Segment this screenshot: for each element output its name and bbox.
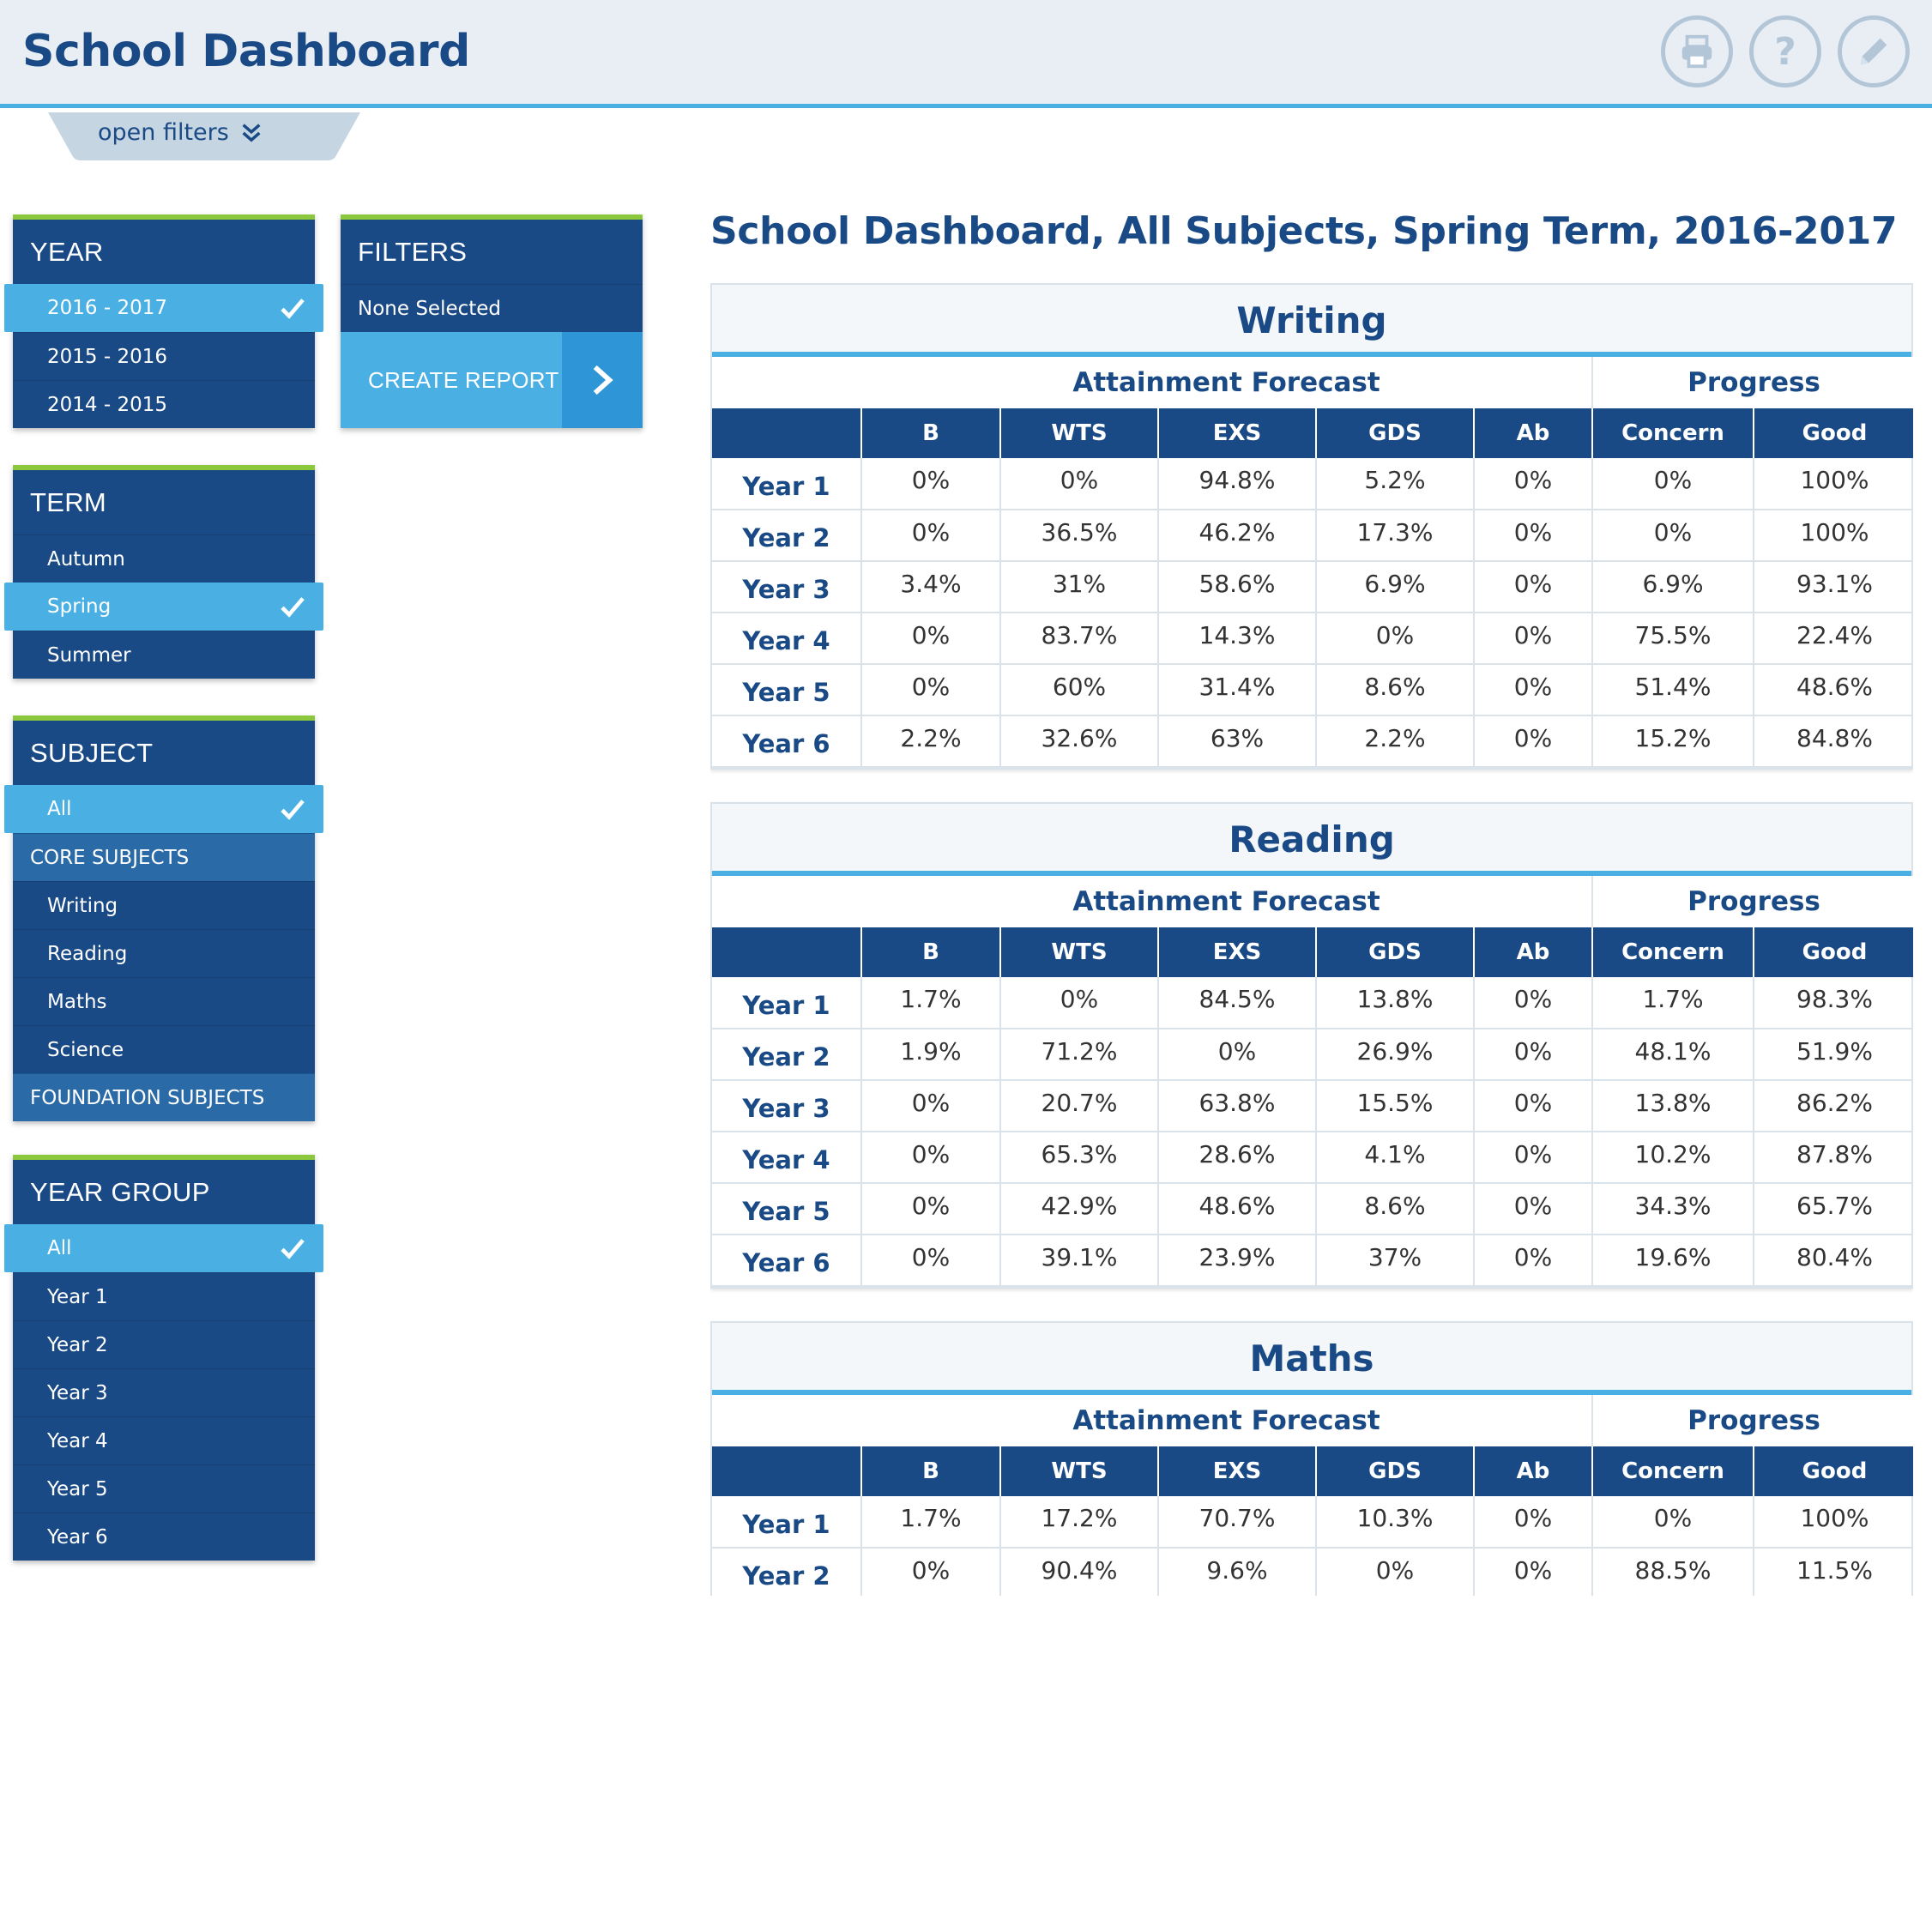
column-header-blank bbox=[712, 927, 861, 977]
subject-option[interactable] bbox=[13, 929, 315, 977]
table-cell: 34.3% bbox=[1592, 1183, 1754, 1235]
open-filters-tab[interactable] bbox=[48, 112, 360, 160]
table-cell: 0% bbox=[861, 1080, 1000, 1132]
table-cell: 90.4% bbox=[1000, 1548, 1158, 1596]
table-cell: 11.5% bbox=[1754, 1548, 1913, 1596]
table-cell: 8.6% bbox=[1316, 1183, 1474, 1235]
table-cell: 0% bbox=[1474, 715, 1592, 767]
subject-table-card bbox=[710, 802, 1913, 1289]
column-header[interactable]: Ab bbox=[1474, 927, 1592, 977]
table-cell: 8.6% bbox=[1316, 664, 1474, 715]
table-row bbox=[712, 977, 1913, 1029]
column-header[interactable]: Concern bbox=[1592, 927, 1754, 977]
table-cell: 0% bbox=[1474, 1080, 1592, 1132]
year-panel bbox=[13, 214, 315, 428]
table-cell: 0% bbox=[861, 1548, 1000, 1596]
create-report-arrow[interactable] bbox=[562, 332, 643, 428]
check-icon bbox=[279, 294, 306, 322]
table-cell: 0% bbox=[1474, 1496, 1592, 1548]
row-year-label: Year 2 bbox=[712, 510, 861, 561]
table-cell: 0% bbox=[1474, 458, 1592, 510]
row-year-label: Year 1 bbox=[712, 458, 861, 510]
year-group-panel bbox=[13, 1155, 315, 1561]
subject-option-all[interactable] bbox=[4, 785, 323, 833]
row-year-label: Year 4 bbox=[712, 1132, 861, 1183]
subject-table-title: Maths bbox=[712, 1323, 1911, 1395]
table-cell: 14.3% bbox=[1158, 613, 1316, 664]
table-cell: 2.2% bbox=[1316, 715, 1474, 767]
table-cell: 22.4% bbox=[1754, 613, 1913, 664]
check-icon bbox=[279, 593, 306, 620]
table-row bbox=[712, 1496, 1913, 1548]
table-cell: 36.5% bbox=[1000, 510, 1158, 561]
subject-option-label: Maths bbox=[47, 991, 107, 1013]
subject-panel-title: SUBJECT bbox=[30, 738, 154, 768]
progress-header: Progress bbox=[1592, 876, 1913, 927]
table-cell: 46.2% bbox=[1158, 510, 1316, 561]
table-cell: 0% bbox=[1474, 664, 1592, 715]
table-cell: 0% bbox=[1474, 1029, 1592, 1080]
year-group-option[interactable] bbox=[13, 1272, 315, 1320]
year-panel-title: YEAR bbox=[30, 237, 104, 267]
table-cell: 32.6% bbox=[1000, 715, 1158, 767]
row-year-label: Year 1 bbox=[712, 977, 861, 1029]
column-header[interactable]: Concern bbox=[1592, 1446, 1754, 1496]
table-cell: 0% bbox=[1592, 1496, 1754, 1548]
table-cell: 15.5% bbox=[1316, 1080, 1474, 1132]
table-cell: 80.4% bbox=[1754, 1235, 1913, 1286]
subject-table-title: Writing bbox=[712, 285, 1911, 357]
table-row bbox=[712, 1235, 1913, 1286]
table-cell: 48.6% bbox=[1158, 1183, 1316, 1235]
term-panel bbox=[13, 465, 315, 679]
table-cell: 0% bbox=[1316, 613, 1474, 664]
column-header[interactable]: Ab bbox=[1474, 408, 1592, 458]
year-option-label: 2014 - 2015 bbox=[47, 394, 167, 416]
table-cell: 88.5% bbox=[1592, 1548, 1754, 1596]
table-cell: 0% bbox=[1474, 613, 1592, 664]
check-icon bbox=[279, 795, 306, 823]
year-group-option-label: Year 2 bbox=[47, 1334, 108, 1356]
progress-header: Progress bbox=[1592, 357, 1913, 408]
subject-table bbox=[712, 1395, 1913, 1596]
table-cell: 1.7% bbox=[1592, 977, 1754, 1029]
edit-icon bbox=[1854, 32, 1893, 71]
table-cell: 2.2% bbox=[861, 715, 1000, 767]
table-cell: 84.5% bbox=[1158, 977, 1316, 1029]
app-header bbox=[0, 0, 1932, 108]
table-cell: 0% bbox=[1316, 1548, 1474, 1596]
table-cell: 0% bbox=[861, 664, 1000, 715]
filters-panel bbox=[341, 214, 643, 428]
column-header[interactable]: Good bbox=[1754, 1446, 1913, 1496]
print-icon bbox=[1677, 32, 1717, 71]
table-cell: 1.7% bbox=[861, 977, 1000, 1029]
table-cell: 0% bbox=[861, 1235, 1000, 1286]
table-cell: 17.2% bbox=[1000, 1496, 1158, 1548]
row-year-label: Year 3 bbox=[712, 1080, 861, 1132]
table-cell: 51.9% bbox=[1754, 1029, 1913, 1080]
table-row bbox=[712, 1029, 1913, 1080]
table-cell: 0% bbox=[1158, 1029, 1316, 1080]
year-group-option-label: Year 3 bbox=[47, 1382, 108, 1404]
year-group-option-label: Year 5 bbox=[47, 1478, 108, 1500]
column-header[interactable]: EXS bbox=[1158, 1446, 1316, 1496]
table-cell: 31% bbox=[1000, 561, 1158, 613]
table-cell: 48.1% bbox=[1592, 1029, 1754, 1080]
table-row bbox=[712, 1548, 1913, 1596]
subject-table bbox=[712, 357, 1913, 768]
foundation-subjects-section[interactable] bbox=[13, 1073, 315, 1121]
subject-option[interactable] bbox=[13, 881, 315, 929]
table-cell: 65.3% bbox=[1000, 1132, 1158, 1183]
year-option-label: 2016 - 2017 bbox=[47, 297, 167, 319]
row-year-label: Year 4 bbox=[712, 613, 861, 664]
column-header[interactable]: EXS bbox=[1158, 927, 1316, 977]
table-cell: 100% bbox=[1754, 1496, 1913, 1548]
column-header[interactable]: GDS bbox=[1316, 927, 1474, 977]
table-cell: 63.8% bbox=[1158, 1080, 1316, 1132]
table-cell: 48.6% bbox=[1754, 664, 1913, 715]
year-group-option-label: All bbox=[47, 1237, 72, 1259]
year-group-option[interactable] bbox=[13, 1416, 315, 1464]
column-header-blank bbox=[712, 408, 861, 458]
year-group-option[interactable] bbox=[4, 1224, 323, 1272]
section-label: CORE SUBJECTS bbox=[30, 847, 190, 869]
table-cell: 9.6% bbox=[1158, 1548, 1316, 1596]
help-button[interactable] bbox=[1749, 15, 1821, 88]
column-header[interactable]: WTS bbox=[1000, 1446, 1158, 1496]
table-row bbox=[712, 664, 1913, 715]
table-cell: 13.8% bbox=[1592, 1080, 1754, 1132]
progress-header: Progress bbox=[1592, 1395, 1913, 1446]
table-cell: 0% bbox=[861, 1183, 1000, 1235]
table-row bbox=[712, 510, 1913, 561]
table-cell: 37% bbox=[1316, 1235, 1474, 1286]
create-report-button[interactable] bbox=[341, 332, 643, 428]
table-cell: 0% bbox=[1474, 1183, 1592, 1235]
table-cell: 23.9% bbox=[1158, 1235, 1316, 1286]
table-cell: 93.1% bbox=[1754, 561, 1913, 613]
table-row bbox=[712, 715, 1913, 767]
app-title: School Dashboard bbox=[22, 26, 470, 77]
column-header[interactable]: EXS bbox=[1158, 408, 1316, 458]
row-year-label: Year 6 bbox=[712, 715, 861, 767]
chevron-right-icon bbox=[588, 363, 617, 397]
term-option-label: Spring bbox=[47, 595, 112, 618]
attainment-forecast-header: Attainment Forecast bbox=[712, 357, 1592, 408]
table-cell: 86.2% bbox=[1754, 1080, 1913, 1132]
table-cell: 20.7% bbox=[1000, 1080, 1158, 1132]
table-cell: 60% bbox=[1000, 664, 1158, 715]
term-panel-title: TERM bbox=[30, 487, 107, 517]
year-group-panel-title: YEAR GROUP bbox=[30, 1177, 210, 1207]
year-group-option[interactable] bbox=[13, 1320, 315, 1368]
table-cell: 0% bbox=[1592, 458, 1754, 510]
column-header-blank bbox=[712, 1446, 861, 1496]
subject-option[interactable] bbox=[13, 977, 315, 1025]
table-cell: 0% bbox=[1474, 1132, 1592, 1183]
row-year-label: Year 3 bbox=[712, 561, 861, 613]
table-cell: 83.7% bbox=[1000, 613, 1158, 664]
year-option-label: 2015 - 2016 bbox=[47, 346, 167, 368]
column-header[interactable]: Good bbox=[1754, 408, 1913, 458]
year-option[interactable] bbox=[4, 284, 323, 332]
table-cell: 0% bbox=[861, 510, 1000, 561]
table-cell: 0% bbox=[861, 613, 1000, 664]
table-cell: 39.1% bbox=[1000, 1235, 1158, 1286]
term-option-label: Summer bbox=[47, 644, 131, 667]
year-group-option[interactable] bbox=[13, 1512, 315, 1561]
table-cell: 75.5% bbox=[1592, 613, 1754, 664]
year-option[interactable] bbox=[13, 380, 315, 428]
table-cell: 71.2% bbox=[1000, 1029, 1158, 1080]
table-cell: 63% bbox=[1158, 715, 1316, 767]
table-cell: 70.7% bbox=[1158, 1496, 1316, 1548]
row-year-label: Year 2 bbox=[712, 1029, 861, 1080]
subject-table-card bbox=[710, 1321, 1913, 1596]
table-cell: 6.9% bbox=[1592, 561, 1754, 613]
year-group-option[interactable] bbox=[13, 1368, 315, 1416]
table-cell: 3.4% bbox=[861, 561, 1000, 613]
table-cell: 13.8% bbox=[1316, 977, 1474, 1029]
table-cell: 10.3% bbox=[1316, 1496, 1474, 1548]
check-icon bbox=[279, 1235, 306, 1262]
year-group-option-label: Year 4 bbox=[47, 1430, 108, 1452]
table-cell: 0% bbox=[1474, 561, 1592, 613]
table-cell: 5.2% bbox=[1316, 458, 1474, 510]
table-cell: 0% bbox=[1474, 1548, 1592, 1596]
column-header[interactable]: B bbox=[861, 408, 1000, 458]
year-group-option[interactable] bbox=[13, 1464, 315, 1512]
chevron-double-down-icon bbox=[239, 121, 263, 145]
table-cell: 58.6% bbox=[1158, 561, 1316, 613]
column-header[interactable]: WTS bbox=[1000, 927, 1158, 977]
table-cell: 98.3% bbox=[1754, 977, 1913, 1029]
filters-none-selected: None Selected bbox=[341, 284, 643, 332]
table-cell: 26.9% bbox=[1316, 1029, 1474, 1080]
table-cell: 84.8% bbox=[1754, 715, 1913, 767]
table-row bbox=[712, 458, 1913, 510]
term-option[interactable] bbox=[13, 534, 315, 583]
tables-scroll-area[interactable] bbox=[710, 283, 1913, 1596]
column-header[interactable]: WTS bbox=[1000, 408, 1158, 458]
table-cell: 17.3% bbox=[1316, 510, 1474, 561]
column-header[interactable]: Ab bbox=[1474, 1446, 1592, 1496]
year-group-option-label: Year 1 bbox=[47, 1286, 108, 1308]
table-cell: 1.9% bbox=[861, 1029, 1000, 1080]
table-cell: 100% bbox=[1754, 458, 1913, 510]
subject-option-label: All bbox=[47, 798, 72, 820]
table-cell: 94.8% bbox=[1158, 458, 1316, 510]
table-cell: 87.8% bbox=[1754, 1132, 1913, 1183]
table-cell: 100% bbox=[1754, 510, 1913, 561]
table-cell: 4.1% bbox=[1316, 1132, 1474, 1183]
table-row bbox=[712, 561, 1913, 613]
column-header[interactable]: Concern bbox=[1592, 408, 1754, 458]
column-header[interactable]: B bbox=[861, 927, 1000, 977]
subject-table-title: Reading bbox=[712, 804, 1911, 876]
create-report-label: CREATE REPORT bbox=[368, 367, 559, 393]
table-cell: 10.2% bbox=[1592, 1132, 1754, 1183]
table-cell: 0% bbox=[1000, 977, 1158, 1029]
year-group-option-label: Year 6 bbox=[47, 1526, 108, 1549]
table-cell: 19.6% bbox=[1592, 1235, 1754, 1286]
table-cell: 28.6% bbox=[1158, 1132, 1316, 1183]
table-row bbox=[712, 613, 1913, 664]
term-option[interactable] bbox=[13, 631, 315, 679]
table-cell: 1.7% bbox=[861, 1496, 1000, 1548]
year-option[interactable] bbox=[13, 332, 315, 380]
table-cell: 0% bbox=[1592, 510, 1754, 561]
column-header[interactable]: GDS bbox=[1316, 408, 1474, 458]
table-cell: 31.4% bbox=[1158, 664, 1316, 715]
table-cell: 0% bbox=[861, 1132, 1000, 1183]
open-filters-label: open filters bbox=[98, 119, 229, 146]
term-option-label: Autumn bbox=[47, 548, 125, 571]
table-cell: 0% bbox=[1474, 510, 1592, 561]
table-row bbox=[712, 1183, 1913, 1235]
table-cell: 42.9% bbox=[1000, 1183, 1158, 1235]
subject-option-label: Reading bbox=[47, 943, 128, 965]
table-row bbox=[712, 1132, 1913, 1183]
row-year-label: Year 5 bbox=[712, 664, 861, 715]
edit-button[interactable] bbox=[1838, 15, 1910, 88]
table-cell: 6.9% bbox=[1316, 561, 1474, 613]
column-header[interactable]: B bbox=[861, 1446, 1000, 1496]
row-year-label: Year 5 bbox=[712, 1183, 861, 1235]
table-cell: 0% bbox=[861, 458, 1000, 510]
attainment-forecast-header: Attainment Forecast bbox=[712, 876, 1592, 927]
help-icon: ? bbox=[1774, 29, 1796, 74]
table-cell: 51.4% bbox=[1592, 664, 1754, 715]
table-cell: 0% bbox=[1474, 977, 1592, 1029]
filters-panel-title: FILTERS bbox=[358, 237, 468, 267]
subject-option[interactable] bbox=[13, 1025, 315, 1073]
section-label: FOUNDATION SUBJECTS bbox=[30, 1087, 265, 1109]
row-year-label: Year 1 bbox=[712, 1496, 861, 1548]
table-cell: 65.7% bbox=[1754, 1183, 1913, 1235]
page-title: School Dashboard, All Subjects, Spring Term, 2016-2017 bbox=[710, 209, 1898, 253]
column-header[interactable]: GDS bbox=[1316, 1446, 1474, 1496]
subject-panel bbox=[13, 715, 315, 1121]
term-option[interactable] bbox=[4, 583, 323, 631]
subject-option-label: Writing bbox=[47, 895, 118, 917]
print-button[interactable] bbox=[1661, 15, 1733, 88]
table-cell: 0% bbox=[1474, 1235, 1592, 1286]
subject-option-label: Science bbox=[47, 1039, 124, 1061]
table-row bbox=[712, 1080, 1913, 1132]
attainment-forecast-header: Attainment Forecast bbox=[712, 1395, 1592, 1446]
column-header[interactable]: Good bbox=[1754, 927, 1913, 977]
table-cell: 15.2% bbox=[1592, 715, 1754, 767]
core-subjects-section[interactable] bbox=[13, 833, 315, 881]
subject-table-card bbox=[710, 283, 1913, 770]
row-year-label: Year 2 bbox=[712, 1548, 861, 1596]
table-cell: 0% bbox=[1000, 458, 1158, 510]
row-year-label: Year 6 bbox=[712, 1235, 861, 1286]
subject-table bbox=[712, 876, 1913, 1287]
